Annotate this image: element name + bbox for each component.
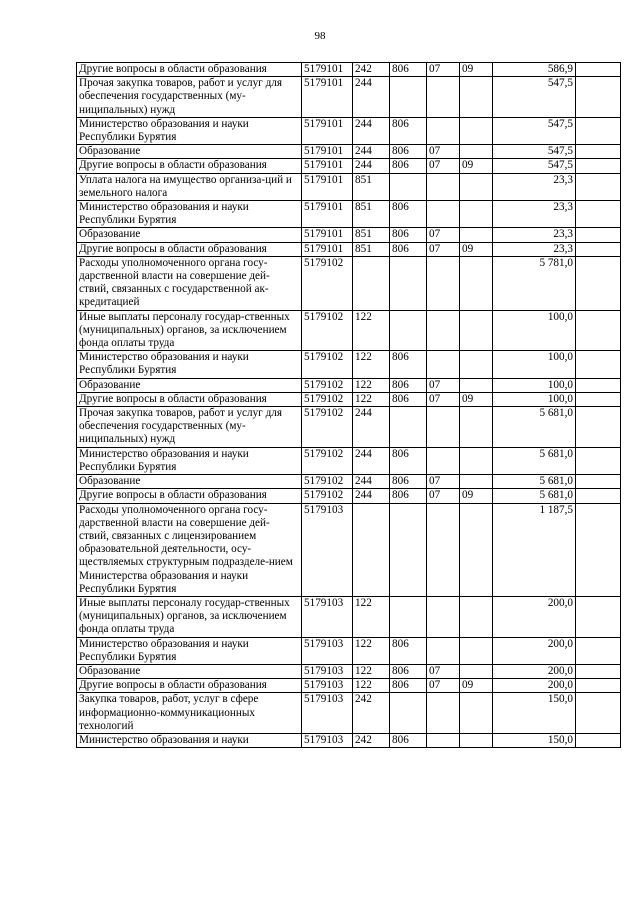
row-empty-cell — [576, 242, 621, 256]
page-number: 98 — [314, 30, 326, 42]
row-subsection-cell — [460, 145, 493, 159]
row-name-cell: Прочая закупка товаров, работ и услуг для обеспечения государственных (му-ниципальных) нужд — [77, 77, 302, 118]
row-sum-cell: 100,0 — [493, 351, 576, 378]
row-empty-cell — [576, 159, 621, 173]
row-target-code-cell: 5179102 — [302, 378, 353, 392]
table-row — [77, 475, 621, 489]
row-section-cell — [427, 310, 460, 351]
row-section-cell: 07 — [427, 475, 460, 489]
row-empty-cell — [576, 351, 621, 378]
table-row — [77, 407, 621, 448]
table-row — [77, 637, 621, 664]
row-ministry-cell: 806 — [390, 351, 427, 378]
table-row — [77, 159, 621, 173]
row-subsection-cell: 09 — [460, 679, 493, 693]
row-expense-type-cell: 851 — [353, 242, 390, 256]
row-empty-cell — [576, 117, 621, 144]
row-sum-cell: 5 681,0 — [493, 447, 576, 474]
row-name-cell: Другие вопросы в области образования — [77, 489, 302, 503]
table-row — [77, 201, 621, 228]
row-expense-type-cell: 122 — [353, 351, 390, 378]
row-ministry-cell: 806 — [390, 475, 427, 489]
row-empty-cell — [576, 77, 621, 118]
row-expense-type-cell: 244 — [353, 77, 390, 118]
row-ministry-cell: 806 — [390, 201, 427, 228]
row-name-cell: Образование — [77, 664, 302, 678]
row-empty-cell — [576, 256, 621, 310]
row-name-cell: Министерство образования и науки Республики Бурятия — [77, 447, 302, 474]
row-empty-cell — [576, 679, 621, 693]
row-section-cell: 07 — [427, 145, 460, 159]
row-subsection-cell — [460, 475, 493, 489]
table-row — [77, 256, 621, 310]
row-empty-cell — [576, 228, 621, 242]
row-section-cell: 07 — [427, 242, 460, 256]
row-subsection-cell — [460, 310, 493, 351]
row-target-code-cell: 5179101 — [302, 159, 353, 173]
row-target-code-cell: 5179102 — [302, 392, 353, 406]
row-name-cell: Прочая закупка товаров, работ и услуг для обеспечения государственных (му-ниципальных) нужд — [77, 407, 302, 448]
row-name-cell: Образование — [77, 145, 302, 159]
row-empty-cell — [576, 447, 621, 474]
row-name-cell: Иные выплаты персоналу государ-ственных (муниципальных) органов, за исключением фонда оплаты труда — [77, 596, 302, 637]
row-ministry-cell — [390, 310, 427, 351]
row-expense-type-cell — [353, 256, 390, 310]
row-subsection-cell — [460, 77, 493, 118]
table-row — [77, 242, 621, 256]
row-sum-cell: 200,0 — [493, 637, 576, 664]
row-ministry-cell: 806 — [390, 63, 427, 77]
table-row — [77, 228, 621, 242]
row-sum-cell: 547,5 — [493, 117, 576, 144]
row-sum-cell: 100,0 — [493, 392, 576, 406]
row-subsection-cell — [460, 407, 493, 448]
row-expense-type-cell: 244 — [353, 447, 390, 474]
row-empty-cell — [576, 63, 621, 77]
row-subsection-cell — [460, 664, 493, 678]
row-sum-cell: 150,0 — [493, 733, 576, 747]
row-section-cell — [427, 77, 460, 118]
row-target-code-cell: 5179102 — [302, 407, 353, 448]
row-ministry-cell: 806 — [390, 447, 427, 474]
row-expense-type-cell: 851 — [353, 173, 390, 200]
row-ministry-cell: 806 — [390, 242, 427, 256]
row-target-code-cell: 5179101 — [302, 117, 353, 144]
row-name-cell: Другие вопросы в области образования — [77, 159, 302, 173]
row-ministry-cell — [390, 596, 427, 637]
row-sum-cell: 23,3 — [493, 228, 576, 242]
row-name-cell: Образование — [77, 378, 302, 392]
row-section-cell: 07 — [427, 159, 460, 173]
row-empty-cell — [576, 310, 621, 351]
row-expense-type-cell: 242 — [353, 693, 390, 734]
row-ministry-cell — [390, 407, 427, 448]
row-expense-type-cell: 122 — [353, 310, 390, 351]
row-subsection-cell — [460, 693, 493, 734]
row-name-cell: Министерство образования и науки Республики Бурятия — [77, 351, 302, 378]
row-target-code-cell: 5179103 — [302, 596, 353, 637]
row-subsection-cell: 09 — [460, 489, 493, 503]
row-empty-cell — [576, 733, 621, 747]
row-section-cell — [427, 503, 460, 596]
row-section-cell — [427, 596, 460, 637]
row-sum-cell: 586,9 — [493, 63, 576, 77]
row-target-code-cell: 5179101 — [302, 63, 353, 77]
row-subsection-cell — [460, 351, 493, 378]
table-row — [77, 378, 621, 392]
row-sum-cell: 200,0 — [493, 664, 576, 678]
row-target-code-cell: 5179103 — [302, 637, 353, 664]
row-expense-type-cell: 244 — [353, 407, 390, 448]
table-row — [77, 173, 621, 200]
row-ministry-cell — [390, 173, 427, 200]
row-name-cell: Министерство образования и науки Республики Бурятия — [77, 201, 302, 228]
row-name-cell: Другие вопросы в области образования — [77, 392, 302, 406]
row-ministry-cell: 806 — [390, 378, 427, 392]
row-section-cell: 07 — [427, 378, 460, 392]
row-name-cell: Иные выплаты персоналу государ-ственных (муниципальных) органов, за исключением фонда оплаты труда — [77, 310, 302, 351]
row-empty-cell — [576, 145, 621, 159]
row-section-cell: 07 — [427, 679, 460, 693]
row-empty-cell — [576, 378, 621, 392]
row-ministry-cell: 806 — [390, 637, 427, 664]
row-sum-cell: 5 681,0 — [493, 489, 576, 503]
row-subsection-cell — [460, 228, 493, 242]
row-name-cell: Министерство образования и науки Республики Бурятия — [77, 637, 302, 664]
row-expense-type-cell: 122 — [353, 679, 390, 693]
row-expense-type-cell: 122 — [353, 596, 390, 637]
row-expense-type-cell: 244 — [353, 159, 390, 173]
row-subsection-cell: 09 — [460, 392, 493, 406]
row-target-code-cell: 5179102 — [302, 351, 353, 378]
budget-table — [76, 62, 621, 748]
row-empty-cell — [576, 637, 621, 664]
row-subsection-cell: 09 — [460, 242, 493, 256]
row-sum-cell: 5 781,0 — [493, 256, 576, 310]
row-section-cell — [427, 733, 460, 747]
table-row — [77, 489, 621, 503]
row-target-code-cell: 5179101 — [302, 201, 353, 228]
row-empty-cell — [576, 475, 621, 489]
row-sum-cell: 5 681,0 — [493, 475, 576, 489]
row-name-cell: Уплата налога на имущество организа-ций и земельного налога — [77, 173, 302, 200]
row-ministry-cell: 806 — [390, 733, 427, 747]
row-sum-cell: 547,5 — [493, 77, 576, 118]
row-subsection-cell: 09 — [460, 159, 493, 173]
row-section-cell — [427, 407, 460, 448]
row-section-cell — [427, 693, 460, 734]
row-empty-cell — [576, 489, 621, 503]
row-expense-type-cell: 122 — [353, 637, 390, 664]
table-row — [77, 63, 621, 77]
row-target-code-cell: 5179101 — [302, 77, 353, 118]
row-subsection-cell — [460, 173, 493, 200]
row-expense-type-cell: 851 — [353, 201, 390, 228]
row-section-cell: 07 — [427, 489, 460, 503]
row-subsection-cell — [460, 378, 493, 392]
table-row — [77, 693, 621, 734]
row-sum-cell: 100,0 — [493, 378, 576, 392]
row-ministry-cell: 806 — [390, 159, 427, 173]
row-ministry-cell: 806 — [390, 664, 427, 678]
row-expense-type-cell: 244 — [353, 475, 390, 489]
row-section-cell: 07 — [427, 392, 460, 406]
row-name-cell: Другие вопросы в области образования — [77, 63, 302, 77]
row-section-cell — [427, 117, 460, 144]
row-target-code-cell: 5179103 — [302, 679, 353, 693]
table-row — [77, 447, 621, 474]
row-section-cell — [427, 256, 460, 310]
row-target-code-cell: 5179101 — [302, 145, 353, 159]
row-expense-type-cell — [353, 503, 390, 596]
row-target-code-cell: 5179103 — [302, 693, 353, 734]
row-name-cell: Министерство образования и науки — [77, 733, 302, 747]
row-name-cell: Расходы уполномоченного органа госу-дарственной власти на совершение дей-ствий, связанных с государственной ак-кредитацией — [77, 256, 302, 310]
row-section-cell: 07 — [427, 63, 460, 77]
row-expense-type-cell: 851 — [353, 228, 390, 242]
row-expense-type-cell: 122 — [353, 392, 390, 406]
row-section-cell — [427, 351, 460, 378]
row-subsection-cell — [460, 201, 493, 228]
table-row — [77, 117, 621, 144]
row-section-cell — [427, 447, 460, 474]
row-ministry-cell: 806 — [390, 117, 427, 144]
row-sum-cell: 150,0 — [493, 693, 576, 734]
row-ministry-cell — [390, 693, 427, 734]
row-empty-cell — [576, 693, 621, 734]
row-empty-cell — [576, 392, 621, 406]
row-sum-cell: 547,5 — [493, 159, 576, 173]
row-name-cell: Расходы уполномоченного органа госу-дарственной власти на совершение дей-ствий, связанных с лицензированием образовательной деятельности, осу-ществляемых структурным подразделе-нием Министерства образования и науки Республики Бурятия — [77, 503, 302, 596]
row-section-cell — [427, 637, 460, 664]
row-empty-cell — [576, 596, 621, 637]
row-section-cell — [427, 173, 460, 200]
row-empty-cell — [576, 503, 621, 596]
table-row — [77, 351, 621, 378]
row-section-cell: 07 — [427, 664, 460, 678]
row-target-code-cell: 5179102 — [302, 256, 353, 310]
row-subsection-cell — [460, 256, 493, 310]
row-section-cell — [427, 201, 460, 228]
table-row — [77, 392, 621, 406]
row-name-cell: Министерство образования и науки Республики Бурятия — [77, 117, 302, 144]
row-sum-cell: 200,0 — [493, 596, 576, 637]
row-subsection-cell — [460, 503, 493, 596]
row-expense-type-cell: 242 — [353, 733, 390, 747]
row-ministry-cell — [390, 256, 427, 310]
table-row — [77, 664, 621, 678]
row-target-code-cell: 5179102 — [302, 310, 353, 351]
row-target-code-cell: 5179103 — [302, 733, 353, 747]
row-sum-cell: 547,5 — [493, 145, 576, 159]
row-target-code-cell: 5179102 — [302, 475, 353, 489]
table-row — [77, 145, 621, 159]
table-row — [77, 733, 621, 747]
row-empty-cell — [576, 664, 621, 678]
row-name-cell: Другие вопросы в области образования — [77, 679, 302, 693]
row-empty-cell — [576, 407, 621, 448]
row-empty-cell — [576, 173, 621, 200]
row-section-cell: 07 — [427, 228, 460, 242]
row-sum-cell: 23,3 — [493, 173, 576, 200]
row-expense-type-cell: 244 — [353, 145, 390, 159]
row-expense-type-cell: 244 — [353, 489, 390, 503]
row-name-cell: Образование — [77, 228, 302, 242]
row-sum-cell: 23,3 — [493, 242, 576, 256]
row-expense-type-cell: 242 — [353, 63, 390, 77]
row-subsection-cell — [460, 117, 493, 144]
budget-table-body — [77, 63, 621, 748]
row-subsection-cell — [460, 637, 493, 664]
row-target-code-cell: 5179102 — [302, 489, 353, 503]
row-ministry-cell — [390, 503, 427, 596]
row-expense-type-cell: 244 — [353, 117, 390, 144]
row-subsection-cell — [460, 596, 493, 637]
row-subsection-cell — [460, 733, 493, 747]
table-row — [77, 310, 621, 351]
table-row — [77, 679, 621, 693]
row-expense-type-cell: 122 — [353, 664, 390, 678]
row-sum-cell: 1 187,5 — [493, 503, 576, 596]
row-empty-cell — [576, 201, 621, 228]
row-target-code-cell: 5179101 — [302, 228, 353, 242]
row-ministry-cell: 806 — [390, 145, 427, 159]
row-sum-cell: 23,3 — [493, 201, 576, 228]
row-ministry-cell — [390, 77, 427, 118]
row-target-code-cell: 5179101 — [302, 173, 353, 200]
row-target-code-cell: 5179102 — [302, 447, 353, 474]
row-ministry-cell: 806 — [390, 679, 427, 693]
row-name-cell: Закупка товаров, работ, услуг в сфере информационно-коммуникационных технологий — [77, 693, 302, 734]
row-target-code-cell: 5179103 — [302, 664, 353, 678]
row-target-code-cell: 5179103 — [302, 503, 353, 596]
row-sum-cell: 200,0 — [493, 679, 576, 693]
row-ministry-cell: 806 — [390, 228, 427, 242]
row-sum-cell: 100,0 — [493, 310, 576, 351]
row-target-code-cell: 5179101 — [302, 242, 353, 256]
row-sum-cell: 5 681,0 — [493, 407, 576, 448]
row-ministry-cell: 806 — [390, 392, 427, 406]
row-name-cell: Другие вопросы в области образования — [77, 242, 302, 256]
row-name-cell: Образование — [77, 475, 302, 489]
row-subsection-cell — [460, 447, 493, 474]
table-row — [77, 596, 621, 637]
row-subsection-cell: 09 — [460, 63, 493, 77]
table-row — [77, 77, 621, 118]
table-row — [77, 503, 621, 596]
row-expense-type-cell: 122 — [353, 378, 390, 392]
row-ministry-cell: 806 — [390, 489, 427, 503]
